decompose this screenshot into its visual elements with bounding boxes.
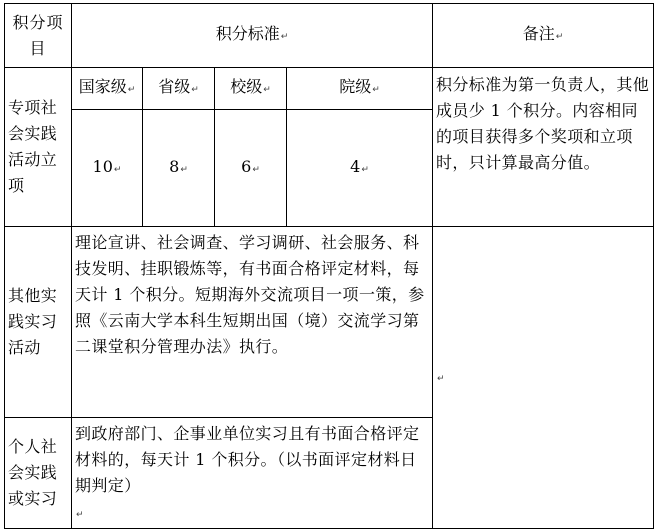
other-label-cell bbox=[5, 227, 72, 418]
special-label: 专项社会实践活动立项 bbox=[8, 98, 58, 195]
personal-label: 个人社会实践或实习 bbox=[8, 437, 58, 508]
header-standard-cell bbox=[72, 4, 433, 68]
score-college-cell bbox=[287, 110, 433, 227]
level-school-cell bbox=[215, 68, 287, 110]
paragraph-mark: ↵ bbox=[372, 85, 380, 95]
paragraph-mark: ↵ bbox=[437, 374, 445, 384]
score-provincial-cell bbox=[143, 110, 215, 227]
paragraph-mark: ↵ bbox=[263, 85, 271, 95]
level-national-cell bbox=[72, 68, 143, 110]
paragraph-mark: ↵ bbox=[361, 164, 369, 175]
score-school-value: 6 bbox=[241, 156, 252, 176]
paragraph-mark: ↵ bbox=[127, 85, 136, 95]
header-item-label: 积分项目 bbox=[12, 12, 64, 58]
other-standard-cell bbox=[72, 227, 433, 418]
personal-standard-cell bbox=[72, 418, 433, 529]
special-label-cell bbox=[5, 68, 72, 227]
shared-note-cell bbox=[433, 227, 654, 529]
other-standard-text: 理论宣讲、社会调查、学习调研、社会服务、科技发明、挂职锻炼等，有书面合格评定材料，每天计 1 个积分。短期海外交流项目一项一策，参照《云南大学本科生短期出国（境）交流学习第二课堂积分管理办法》执行。 bbox=[75, 233, 425, 356]
paragraph-mark: ↵ bbox=[555, 32, 564, 42]
special-note-text: 积分标准为第一负责人，其他成员少 1 个积分。内容相同的项目获得多个奖项和立项时，只计算最高分值。 bbox=[436, 75, 650, 172]
score-national-cell bbox=[72, 110, 143, 227]
personal-standard-text: 到政府部门、企事业单位实习且有书面合格评定材料的，每天计 1 个积分。（以书面评定材料日期判定） bbox=[75, 424, 420, 495]
paragraph-mark: ↵ bbox=[252, 164, 260, 175]
paragraph-mark: ↵ bbox=[280, 32, 289, 42]
score-college-value: 4 bbox=[350, 156, 361, 176]
score-provincial-value: 8 bbox=[169, 156, 180, 176]
score-school-cell bbox=[215, 110, 287, 227]
other-label: 其他实践实习活动 bbox=[8, 286, 58, 357]
level-school-label: 校级 bbox=[230, 77, 263, 96]
level-provincial-cell bbox=[143, 68, 215, 110]
points-table bbox=[4, 3, 654, 529]
header-item-cell bbox=[5, 4, 72, 68]
level-provincial-label: 省级 bbox=[158, 77, 191, 96]
level-college-label: 院级 bbox=[339, 77, 372, 96]
paragraph-mark: ↵ bbox=[180, 164, 188, 175]
paragraph-mark: ↵ bbox=[113, 164, 122, 175]
level-college-cell bbox=[287, 68, 433, 110]
personal-label-cell bbox=[5, 418, 72, 529]
other-row bbox=[5, 227, 654, 418]
header-note-cell bbox=[433, 4, 654, 68]
paragraph-mark: ↵ bbox=[191, 85, 199, 95]
special-note-cell bbox=[433, 68, 654, 227]
level-national-label: 国家级 bbox=[78, 77, 127, 96]
paragraph-mark: ↵ bbox=[76, 510, 84, 520]
level-row bbox=[5, 68, 654, 110]
score-national-value: 10 bbox=[92, 156, 113, 176]
header-row bbox=[5, 4, 654, 68]
header-note-label: 备注 bbox=[522, 24, 555, 43]
header-standard-label: 积分标准 bbox=[215, 24, 280, 43]
